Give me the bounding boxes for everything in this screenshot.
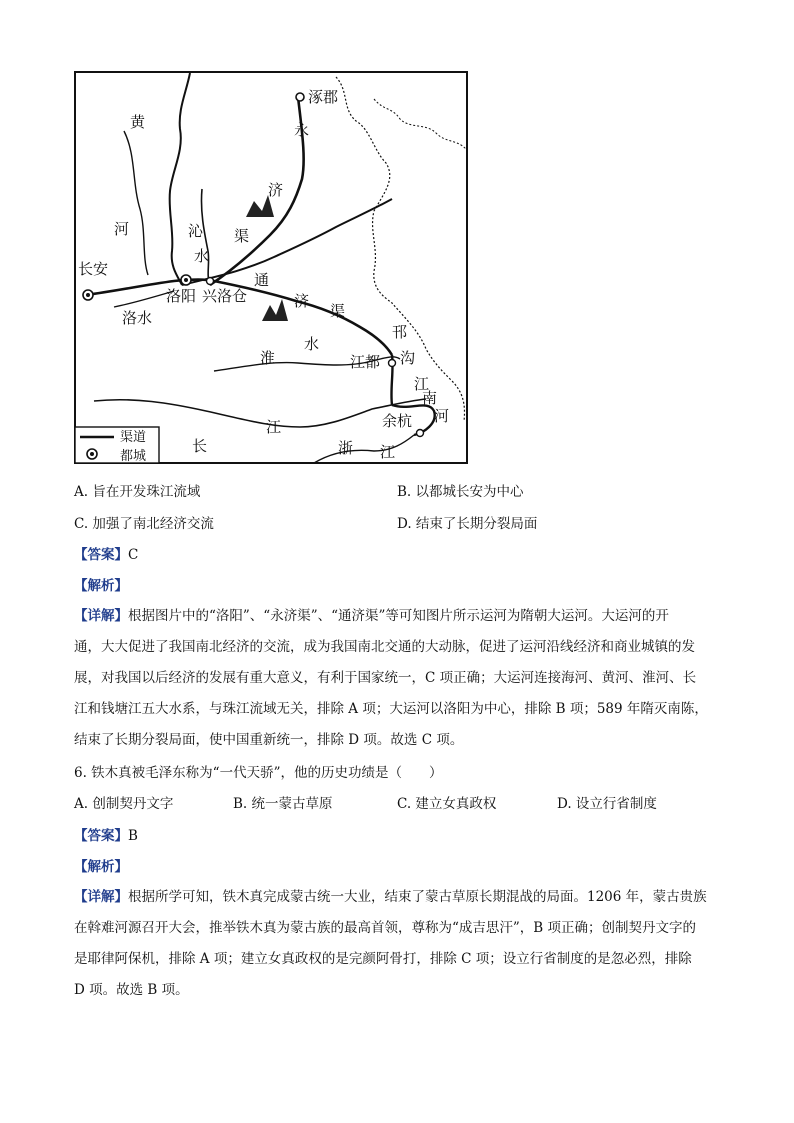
label-huai: 淮 [260,349,276,367]
label-luoyang: 洛阳 [166,287,197,305]
label-jiang2: 江 [266,418,282,436]
luoyang-marker-dot [184,278,188,282]
q5-detail-line: 展，对我国以后经济的发展有重大意义，有利于国家统一，C 项正确；大运河连接海河、黄河、淮河、长 [74,670,697,686]
label-qu1: 渠 [234,227,250,245]
label-he2: 河 [434,407,450,425]
q6-analysis-tag: 【解析】 [74,859,128,875]
q5-detail [74,601,722,756]
q5-detail-tag: 【详解】 [74,608,128,624]
grand-canal-map [74,71,468,464]
label-zhuojun: 涿郡 [308,88,339,106]
q5-option-a: A. 旨在开发珠江流域 [74,484,201,500]
label-qu2: 渠 [330,302,346,320]
label-zhe: 浙 [338,439,354,457]
label-tong: 通 [254,271,270,289]
label-huang: 黄 [130,113,146,131]
label-yuhang: 余杭 [382,412,413,430]
q6-detail [74,882,722,1006]
q6-answer [74,827,138,845]
label-he: 河 [114,220,130,238]
jiangdu-marker [389,360,396,367]
q5-option-c: C. 加强了南北经济交流 [74,516,214,532]
xingluocang-marker [207,278,214,285]
label-ji2: 济 [294,292,310,310]
q5-option-b: B. 以都城长安为中心 [397,484,524,500]
label-jiang-n: 江 [414,375,430,393]
label-chang: 长 [192,437,208,455]
label-luoshui: 洛水 [122,309,153,327]
q6-question: 6. 铁木真被毛泽东称为“一代天骄”，他的历史功绩是（ ） [74,765,443,781]
changan-marker-dot [86,293,90,297]
q6-answer-value: B [128,828,138,844]
q6-analysis-heading [74,858,128,876]
legend-canal-label: 渠道 [120,430,147,445]
zhuojun-marker [296,93,304,101]
label-shui1: 水 [194,247,210,265]
q6-option-d: D. 设立行省制度 [557,796,657,812]
q5-detail-line: 结束了长期分裂局面，使中国重新统一，排除 D 项。故选 C 项。 [74,732,464,748]
q6-detail-line: 是耶律阿保机，排除 A 项；建立女真政权的是完颜阿骨打，排除 C 项；设立行省制度的是忽必烈，排除 [74,951,692,967]
q6-option-c: C. 建立女真政权 [397,796,497,812]
label-jiang3: 江 [380,443,396,461]
q5-answer [74,546,138,564]
legend-capital-label: 都城 [120,449,147,464]
q5-analysis-heading [74,577,128,595]
label-nan: 南 [422,389,438,407]
q5-detail-line: 【详解】根据图片中的“洛阳”、“永济渠”、“通济渠”等可知图片所示运河为隋朝大运河。大运河的开 [74,608,669,624]
label-qin: 沁 [188,222,204,240]
label-gou: 沟 [400,349,416,367]
yuhang-marker [417,430,424,437]
q6-detail-line: 在斡难河源召开大会，推举铁木真为蒙古族的最高首领，尊称为“成吉思汗”，B 项正确；创制契丹文字的 [74,920,697,936]
q5-detail-line: 江和钱塘江五大水系，与珠江流域无关，排除 A 项；大运河以洛阳为中心，排除 B 项；589 年隋灭南陈， [74,701,708,717]
q5-answer-tag: 【答案】 [74,547,128,563]
q6-option-a: A. 创制契丹文字 [74,796,174,812]
q5-answer-value: C [128,547,139,563]
label-shui2: 水 [304,335,320,353]
q6-detail-line: 【详解】根据所学可知，铁木真完成蒙古统一大业，结束了蒙古草原长期混战的局面。1206 年，蒙古贵族 [74,889,707,905]
q5-analysis-tag: 【解析】 [74,578,128,594]
label-jiangdu: 江都 [350,353,381,371]
label-han: 邗 [392,323,408,341]
q5-option-d: D. 结束了长期分裂局面 [397,516,538,532]
q6-answer-tag: 【答案】 [74,828,128,844]
label-changan: 长安 [78,260,109,278]
q6-detail-line: D 项。故选 B 项。 [74,982,189,998]
label-yong: 永 [294,121,310,139]
label-xingluocang: 兴洛仓 [202,287,248,305]
q5-detail-line: 通，大大促进了我国南北经济的交流，成为我国南北交通的大动脉，促进了运河沿线经济和商业城镇的发 [74,639,695,655]
q6-detail-tag: 【详解】 [74,889,128,905]
q6-option-b: B. 统一蒙古草原 [233,796,333,812]
label-ji1: 济 [268,181,284,199]
